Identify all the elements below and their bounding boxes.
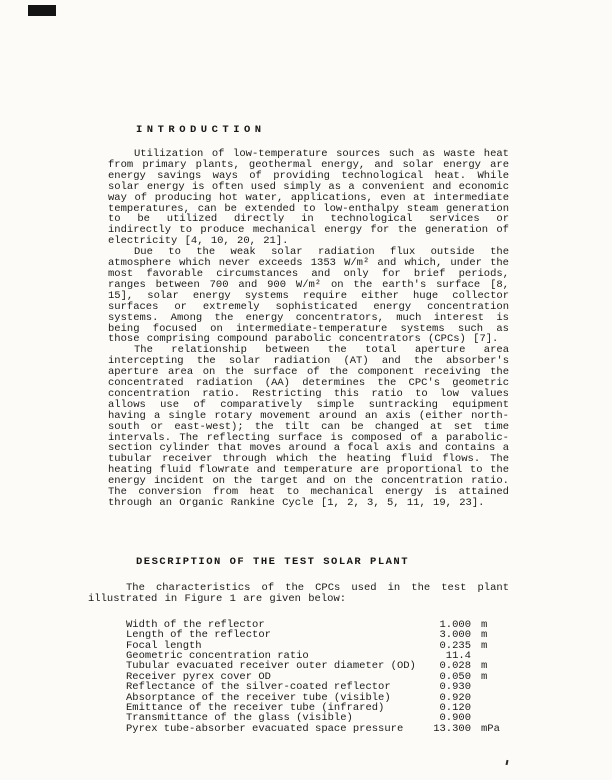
spec-label: Transmittance of the glass (visible) [126,712,353,725]
spec-value: 0.900 [439,712,471,725]
spec-value: 3.000 [439,629,471,642]
spec-label: Tubular evacuated receiver outer diameter (OD) [126,660,416,673]
spec-unit: m [481,639,488,652]
intro-paragraph-3: The relationship between the total aperture area intercepting the solar radiation (AT) and the absorber's aperture area on the surface of the component receiving the concentrated radiation (AA) determines the CPC's geometric concentration ratio. Restricting this ratio to low values allows use of comparatively simple suntracking equipment having a single rotary movement around an axis (either north-south or east-west); the tilt can be changed at set time intervals. The reflecting surface is composed of a parabolic-section cylinder that moves around a focal axis and contains a tubular receiver through which the heating fluid flows. The heating fluid flowrate and temperature are proportional to the energy incident on the target and on the concentration ratio. The conversion from heat to mechanical energy is attained through an Organic Rankine Cycle [1, 2, 3, 5, 11, 19, 23]. [108,344,509,509]
spec-value: 0.930 [439,681,471,694]
spec-unit: m [481,670,488,683]
spec-value: 0.920 [439,691,471,704]
spec-value: 0.120 [439,702,471,715]
description-paragraph: The characteristics of the CPCs used in the test plant illustrated in Figure 1 are given below: [88,582,509,605]
spec-label: Width of the reflector [126,618,265,631]
spec-value: 0.028 [439,660,471,673]
spec-unit: m [481,629,488,642]
section-heading-description: DESCRIPTION OF THE TEST SOLAR PLANT [136,556,410,568]
spec-unit: mPa [481,722,500,735]
spec-label: Geometric concentration ratio [126,650,309,663]
spec-value: 11.4 [445,650,471,663]
spec-value: 0.235 [439,639,471,652]
scan-artifact-mark [28,5,56,16]
description-section [88,556,509,734]
spec-label: Emittance of the receiver tube (infrared) [126,702,385,715]
spec-label: Reflectance of the silver-coated reflector [126,681,391,694]
spec-value: 0.050 [439,670,471,683]
spec-label: Length of the reflector [126,629,271,642]
spec-value: 1.000 [439,618,471,631]
spec-unit: m [481,618,488,631]
intro-paragraph-2: Due to the weak solar radiation flux outside the atmosphere which never exceeds 1353 W/m² and which, under the most favorable circumstances and only for brief periods, ranges between 700 and 900 W/m² on the earth's surface [8, 15], solar energy systems require either huge collector surfaces or extremely sophisticated energy concentration systems. Among the energy concentrators, much interest is being focused on intermediate-temperature systems such as those comprising compound parabolic concentrators (CPCs) [7]. [108,246,509,346]
table-row [126,724,509,734]
scan-artifact-dot [506,760,509,765]
spec-label: Absorptance of the receiver tube (visible) [126,691,391,704]
section-heading-introduction: INTRODUCTION [136,124,266,136]
intro-paragraph-1: Utilization of low-temperature sources such as waste heat from primary plants, geothermal energy, and solar energy are energy savings ways of providing technological heat. While solar energy is often used simply as a convenient and economic way of producing hot water, applications, even at intermediate temperatures, can be extended to low-enthalpy steam generation to be utilized directly in technological services or indirectly to produce mechanical energy for the generation of electricity [4, 10, 20, 21]. [108,148,509,248]
spec-table [126,620,509,734]
introduction-section [108,124,509,509]
spec-label: Focal length [126,639,202,652]
spec-unit: m [481,660,488,673]
spec-label: Pyrex tube-absorber evacuated space pressure [126,722,404,735]
spec-label: Receiver pyrex cover OD [126,670,271,683]
spec-value: 13.300 [433,722,471,735]
